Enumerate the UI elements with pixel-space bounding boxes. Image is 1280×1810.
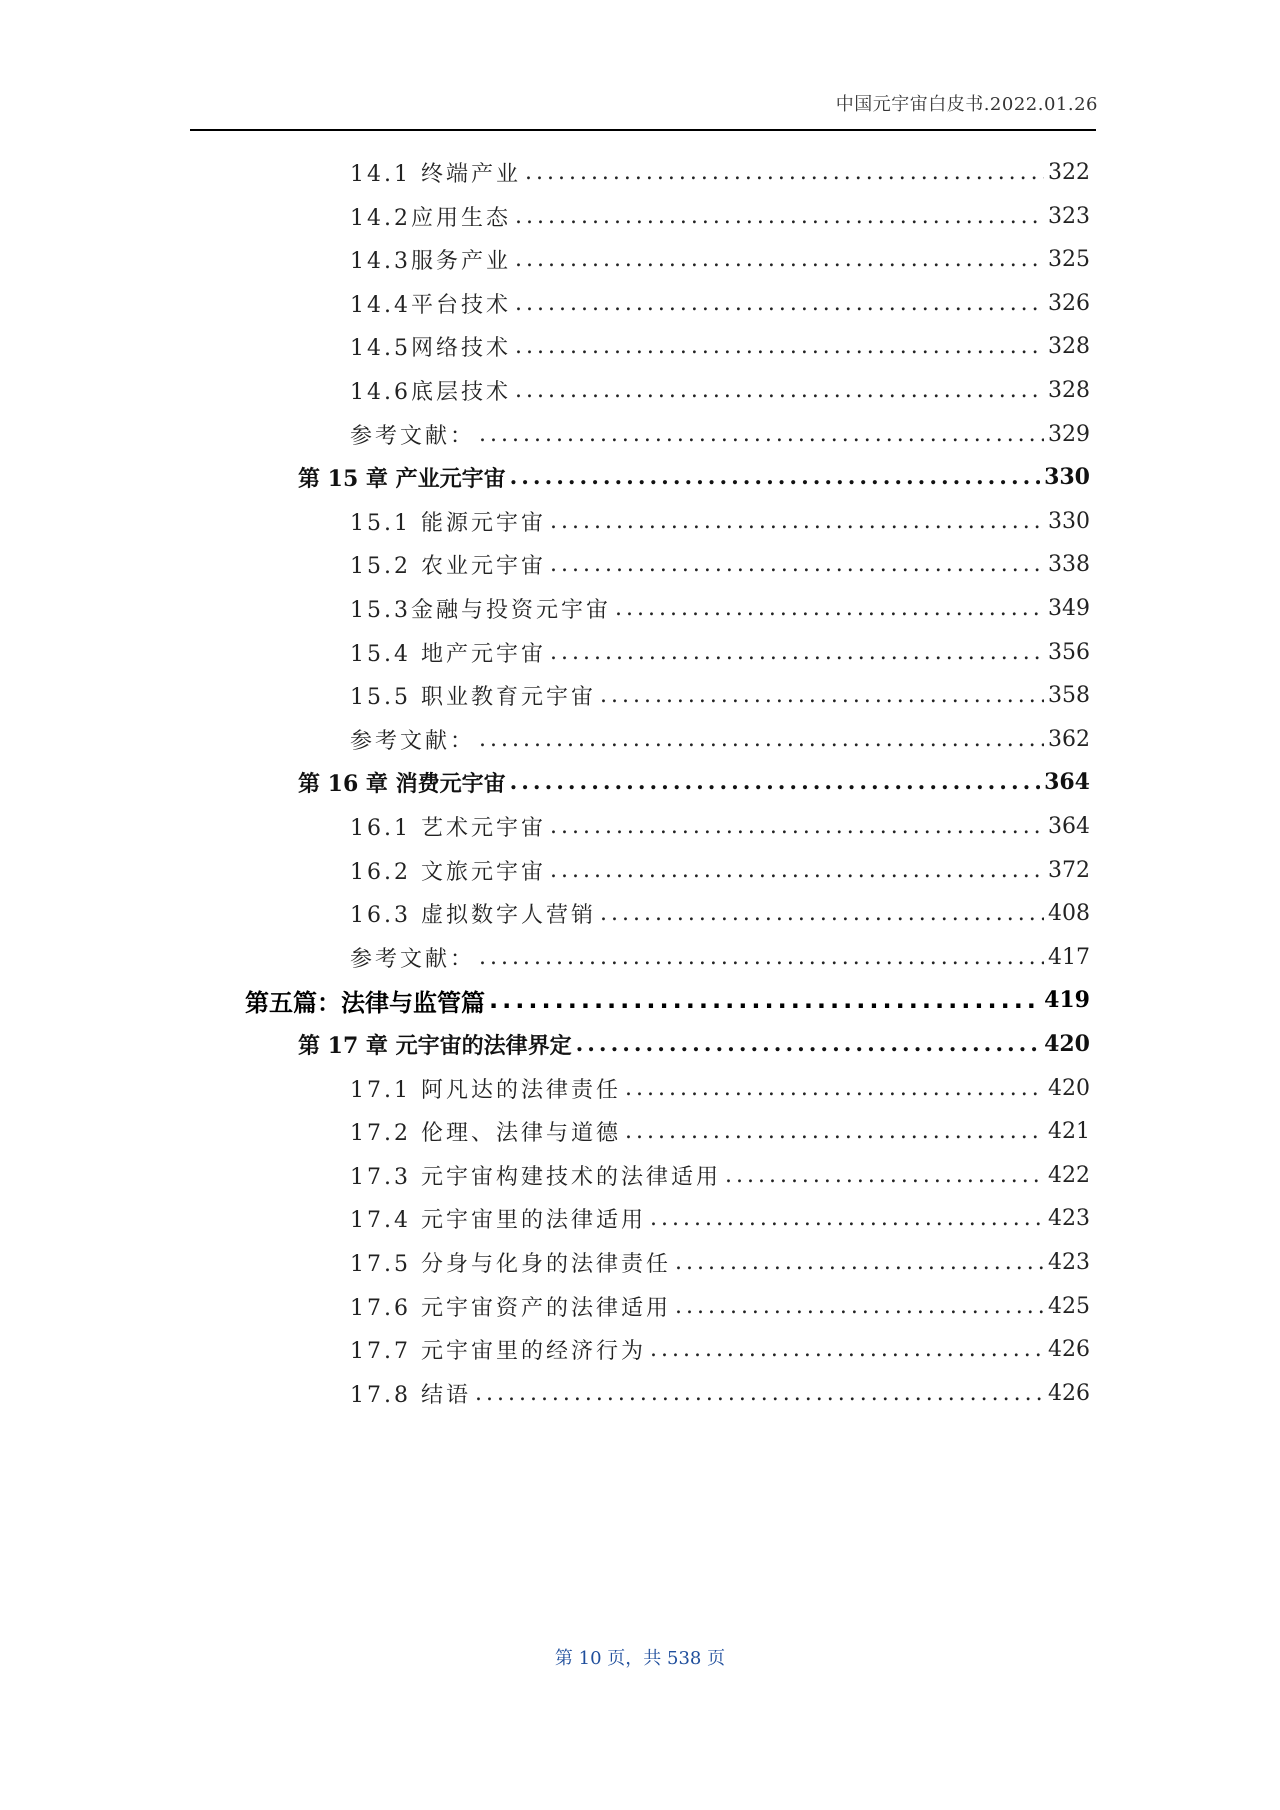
toc-entry-section[interactable] — [350, 936, 1090, 978]
dot-leader — [525, 160, 1044, 185]
toc-entry-title: 14.2应用生态 — [350, 205, 511, 231]
toc-entry-page-number: 328 — [1048, 333, 1090, 359]
toc-entry-page-number: 426 — [1048, 1380, 1090, 1406]
toc-entry-section[interactable] — [350, 718, 1090, 760]
dot-leader — [479, 727, 1044, 752]
dot-leader — [625, 1076, 1044, 1101]
dot-leader — [600, 683, 1044, 708]
toc-entry-title: 15.1 能源元宇宙 — [350, 510, 546, 536]
toc-entry-title: 14.6底层技术 — [350, 379, 511, 405]
toc-entry-section[interactable] — [350, 543, 1090, 585]
toc-entry-section[interactable] — [350, 1241, 1090, 1283]
dot-leader — [515, 247, 1044, 272]
toc-entry-page-number: 420 — [1044, 1031, 1090, 1057]
dot-leader — [650, 1206, 1044, 1231]
toc-entry-page-number: 326 — [1048, 290, 1090, 316]
toc-entry-title: 16.3 虚拟数字人营销 — [350, 902, 596, 928]
toc-entry-section[interactable] — [350, 631, 1090, 673]
dot-leader — [550, 509, 1044, 534]
toc-entry-title: 15.3金融与投资元宇宙 — [350, 597, 611, 623]
toc-entry-title: 参考文献： — [350, 946, 476, 972]
dot-leader — [550, 814, 1044, 839]
toc-entry-page-number: 349 — [1048, 595, 1090, 621]
toc-entry-section[interactable] — [350, 1110, 1090, 1152]
toc-entry-title: 17.4 元宇宙里的法律适用 — [350, 1207, 646, 1233]
dot-leader — [515, 334, 1044, 359]
toc-entry-page-number: 323 — [1048, 203, 1090, 229]
toc-entry-title: 第五篇：法律与监管篇 — [245, 988, 485, 1017]
dot-leader — [600, 901, 1044, 926]
toc-entry-page-number: 338 — [1048, 551, 1090, 577]
toc-entry-page-number: 408 — [1048, 900, 1090, 926]
toc-entry-title: 第 16 章 消费元宇宙 — [298, 770, 506, 797]
toc-entry-title: 16.2 文旅元宇宙 — [350, 859, 546, 885]
toc-entry-section[interactable] — [350, 805, 1090, 847]
dot-leader — [550, 858, 1044, 883]
toc-entry-section[interactable] — [350, 587, 1090, 629]
dot-leader — [650, 1337, 1044, 1362]
toc-entry-section[interactable] — [350, 151, 1090, 193]
toc-entry-title: 17.3 元宇宙构建技术的法律适用 — [350, 1164, 721, 1190]
toc-entry-page-number: 325 — [1048, 246, 1090, 272]
toc-entry-title: 15.2 农业元宇宙 — [350, 553, 546, 579]
toc-entry-chapter[interactable] — [298, 1023, 1090, 1065]
toc-entry-section[interactable] — [350, 282, 1090, 324]
toc-entry-page-number: 358 — [1048, 682, 1090, 708]
toc-entry-section[interactable] — [350, 500, 1090, 542]
dot-leader — [550, 552, 1044, 577]
toc-entry-page-number: 420 — [1048, 1075, 1090, 1101]
toc-entry-title: 14.4平台技术 — [350, 292, 511, 318]
dot-leader — [479, 945, 1044, 970]
toc-entry-title: 参考文献： — [350, 728, 476, 754]
header-divider — [190, 129, 1096, 131]
toc-entry-title: 17.5 分身与化身的法律责任 — [350, 1251, 671, 1277]
dot-leader — [625, 1119, 1044, 1144]
toc-entry-page-number: 356 — [1048, 639, 1090, 665]
toc-entry-section[interactable] — [350, 413, 1090, 455]
toc-entry-section[interactable] — [350, 1372, 1090, 1414]
dot-leader — [550, 640, 1044, 665]
dot-leader — [675, 1250, 1044, 1275]
toc-entry-page-number: 330 — [1048, 508, 1090, 534]
toc-entry-page-number: 425 — [1048, 1293, 1090, 1319]
toc-entry-section[interactable] — [350, 1285, 1090, 1327]
toc-entry-page-number: 362 — [1048, 726, 1090, 752]
toc-entry-title: 17.8 结语 — [350, 1382, 471, 1408]
toc-entry-section[interactable] — [350, 674, 1090, 716]
toc-entry-title: 参考文献： — [350, 423, 476, 449]
toc-entry-section[interactable] — [350, 892, 1090, 934]
toc-entry-section[interactable] — [350, 849, 1090, 891]
running-header: 中国元宇宙白皮书.2022.01.26 — [835, 94, 1098, 115]
toc-entry-section[interactable] — [350, 1154, 1090, 1196]
dot-leader — [725, 1163, 1044, 1188]
toc-entry-page-number: 328 — [1048, 377, 1090, 403]
toc-entry-section[interactable] — [350, 1067, 1090, 1109]
toc-entry-page-number: 422 — [1048, 1162, 1090, 1188]
toc-entry-page-number: 364 — [1044, 769, 1090, 795]
toc-entry-page-number: 372 — [1048, 857, 1090, 883]
toc-entry-title: 17.2 伦理、法律与道德 — [350, 1120, 621, 1146]
toc-entry-page-number: 417 — [1048, 944, 1090, 970]
dot-leader — [489, 986, 1040, 1014]
toc-entry-section[interactable] — [350, 369, 1090, 411]
dot-leader — [510, 769, 1040, 795]
dot-leader — [675, 1294, 1044, 1319]
toc-entry-page-number: 329 — [1048, 421, 1090, 447]
dot-leader — [475, 1381, 1044, 1406]
dot-leader — [515, 291, 1044, 316]
toc-entry-title: 第 15 章 产业元宇宙 — [298, 465, 506, 492]
toc-entry-page-number: 421 — [1048, 1118, 1090, 1144]
toc-entry-part[interactable] — [245, 979, 1090, 1021]
toc-entry-page-number: 426 — [1048, 1336, 1090, 1362]
dot-leader — [510, 464, 1040, 490]
toc-entry-page-number: 423 — [1048, 1205, 1090, 1231]
toc-entry-page-number: 330 — [1044, 464, 1090, 490]
toc-entry-page-number: 423 — [1048, 1249, 1090, 1275]
toc-entry-chapter[interactable] — [298, 761, 1090, 803]
toc-entry-page-number: 364 — [1048, 813, 1090, 839]
dot-leader — [515, 204, 1044, 229]
toc-entry-section[interactable] — [350, 1328, 1090, 1370]
dot-leader — [515, 378, 1044, 403]
dot-leader — [576, 1031, 1040, 1057]
toc-entry-title: 17.6 元宇宙资产的法律适用 — [350, 1295, 671, 1321]
toc-entry-page-number: 322 — [1048, 159, 1090, 185]
toc-entry-title: 15.4 地产元宇宙 — [350, 641, 546, 667]
toc-entry-title: 第 17 章 元宇宙的法律界定 — [298, 1032, 572, 1059]
dot-leader — [479, 422, 1044, 447]
toc-entry-title: 17.1 阿凡达的法律责任 — [350, 1077, 621, 1103]
toc-entry-section[interactable] — [350, 238, 1090, 280]
toc-entry-title: 14.1 终端产业 — [350, 161, 521, 187]
toc-entry-title: 15.5 职业教育元宇宙 — [350, 684, 596, 710]
toc-entry-title: 14.5网络技术 — [350, 335, 511, 361]
toc-entry-title: 17.7 元宇宙里的经济行为 — [350, 1338, 646, 1364]
toc-entry-section[interactable] — [350, 195, 1090, 237]
toc-entry-page-number: 419 — [1044, 987, 1090, 1013]
toc-entry-title: 14.3服务产业 — [350, 248, 511, 274]
toc-entry-section[interactable] — [350, 325, 1090, 367]
toc-entry-title: 16.1 艺术元宇宙 — [350, 815, 546, 841]
page-number-footer: 第 10 页，共 538 页 — [554, 1648, 726, 1669]
toc-entry-section[interactable] — [350, 1197, 1090, 1239]
dot-leader — [615, 596, 1044, 621]
toc-entry-chapter[interactable] — [298, 456, 1090, 498]
